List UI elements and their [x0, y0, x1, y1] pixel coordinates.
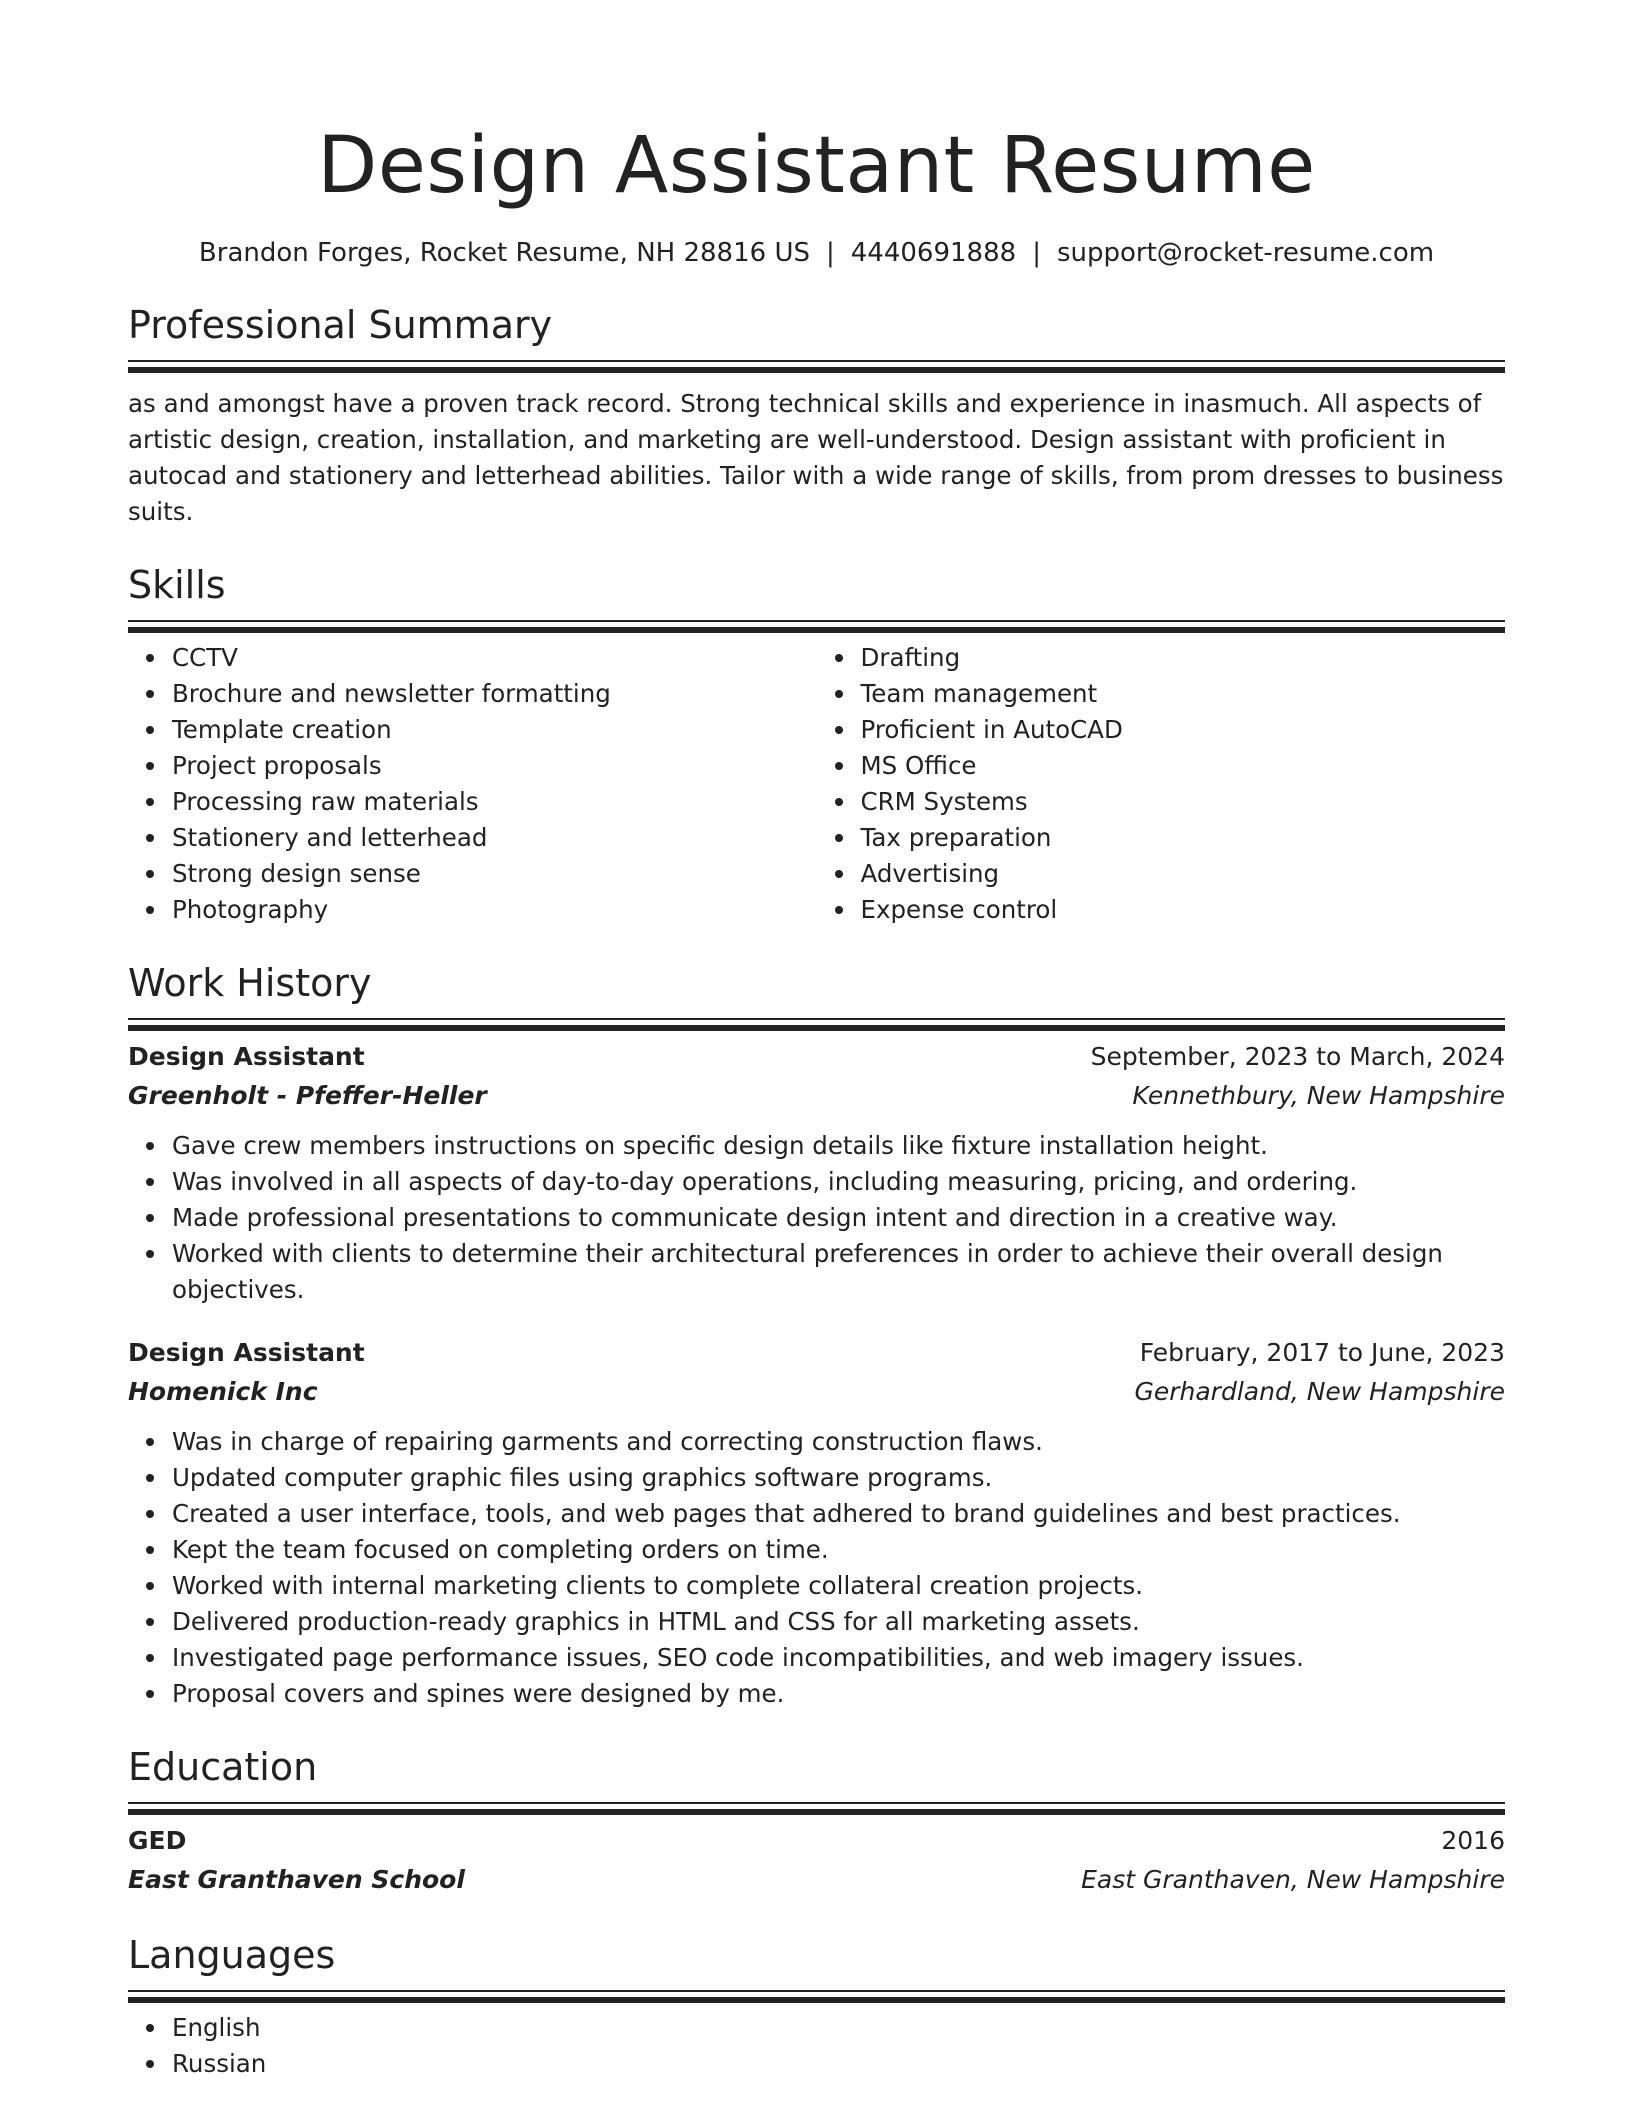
skills-list-right — [817, 640, 1506, 928]
skill-item: Strong design sense — [172, 856, 817, 892]
job-duty: Made professional presentations to communicate design intent and direction in a creative way. — [172, 1200, 1505, 1236]
job-entry — [128, 1334, 1505, 1712]
work-history-heading: Work History — [128, 961, 372, 1005]
skill-item: CCTV — [172, 640, 817, 676]
job-title: Design Assistant — [128, 1042, 365, 1071]
work-history-section — [128, 960, 1505, 1712]
job-duty: Worked with internal marketing clients to complete collateral creation projects. — [172, 1568, 1505, 1604]
job-location: Gerhardland, New Hampshire — [1134, 1377, 1505, 1406]
job-duties — [128, 1424, 1505, 1712]
job-duty: Proposal covers and spines were designed by me. — [172, 1676, 1505, 1712]
languages-list — [128, 2010, 1505, 2082]
skill-item: Team management — [861, 676, 1506, 712]
job-location: Kennethbury, New Hampshire — [1132, 1081, 1505, 1110]
skill-item: Processing raw materials — [172, 784, 817, 820]
job-duty: Delivered production-ready graphics in HTML and CSS for all marketing assets. — [172, 1604, 1505, 1640]
job-duty: Was in charge of repairing garments and correcting construction flaws. — [172, 1424, 1505, 1460]
summary-heading: Professional Summary — [128, 303, 553, 347]
job-title: Design Assistant — [128, 1338, 365, 1367]
education-section — [128, 1744, 1505, 1900]
job-company: Greenholt - Pfeffer-Heller — [128, 1081, 487, 1110]
languages-heading: Languages — [128, 1933, 336, 1977]
contact-separator: | — [1032, 238, 1041, 268]
skill-item: Brochure and newsletter formatting — [172, 676, 817, 712]
job-duty: Gave crew members instructions on specific design details like fixture installation height. — [172, 1128, 1505, 1164]
job-duty: Updated computer graphic files using graphics software programs. — [172, 1460, 1505, 1496]
job-duty: Was involved in all aspects of day-to-day operations, including measuring, pricing, and ordering. — [172, 1164, 1505, 1200]
skill-item: Proficient in AutoCAD — [861, 712, 1506, 748]
section-divider — [128, 1990, 1505, 1992]
skill-item: Template creation — [172, 712, 817, 748]
skills-list-left — [128, 640, 817, 928]
job-duty: Worked with clients to determine their architectural preferences in order to achieve their overall design objectives. — [172, 1236, 1505, 1308]
section-divider — [128, 1018, 1505, 1020]
language-item: Russian — [172, 2046, 1505, 2082]
contact-address: Brandon Forges, Rocket Resume, NH 28816 US — [198, 238, 810, 268]
skill-item: Drafting — [861, 640, 1506, 676]
resume-title: Design Assistant Resume — [317, 121, 1316, 211]
section-divider — [128, 1802, 1505, 1804]
skill-item: MS Office — [861, 748, 1506, 784]
job-duties — [128, 1128, 1505, 1308]
job-duty: Created a user interface, tools, and web pages that adhered to brand guidelines and best practices. — [172, 1496, 1505, 1532]
skill-item: CRM Systems — [861, 784, 1506, 820]
contact-email: support@rocket-resume.com — [1056, 238, 1435, 268]
education-school: East Granthaven School — [128, 1865, 465, 1894]
job-dates: September, 2023 to March, 2024 — [1090, 1042, 1505, 1071]
education-degree: GED — [128, 1826, 187, 1855]
summary-text: as and amongst have a proven track record. Strong technical skills and experience in inasmuch. All aspects of artistic design, creation, installation, and marketing are well-understood. Design assistant with proficient in autocad and stationery and letterhead abilities. Tailor with a wide range of skills, from prom dresses to business suits. — [128, 389, 1504, 526]
skills-section — [128, 562, 1505, 928]
skill-item: Project proposals — [172, 748, 817, 784]
language-item: English — [172, 2010, 1505, 2046]
skills-heading: Skills — [128, 563, 226, 607]
education-year: 2016 — [1441, 1826, 1505, 1855]
education-location: East Granthaven, New Hampshire — [1081, 1865, 1505, 1894]
summary-section — [128, 302, 1505, 530]
skill-item: Tax preparation — [861, 820, 1506, 856]
contact-phone: 4440691888 — [850, 238, 1017, 268]
job-dates: February, 2017 to June, 2023 — [1139, 1338, 1505, 1367]
section-divider — [128, 360, 1505, 362]
skill-item: Photography — [172, 892, 817, 928]
skill-item: Advertising — [861, 856, 1506, 892]
skill-item: Stationery and letterhead — [172, 820, 817, 856]
contact-separator: | — [826, 238, 835, 268]
job-duty: Investigated page performance issues, SEO code incompatibilities, and web imagery issues. — [172, 1640, 1505, 1676]
job-company: Homenick Inc — [128, 1377, 318, 1406]
section-divider — [128, 620, 1505, 622]
job-entry — [128, 1038, 1505, 1308]
languages-section — [128, 1932, 1505, 2082]
skill-item: Expense control — [861, 892, 1506, 928]
education-heading: Education — [128, 1745, 318, 1789]
contact-line — [128, 236, 1505, 270]
job-duty: Kept the team focused on completing orders on time. — [172, 1532, 1505, 1568]
